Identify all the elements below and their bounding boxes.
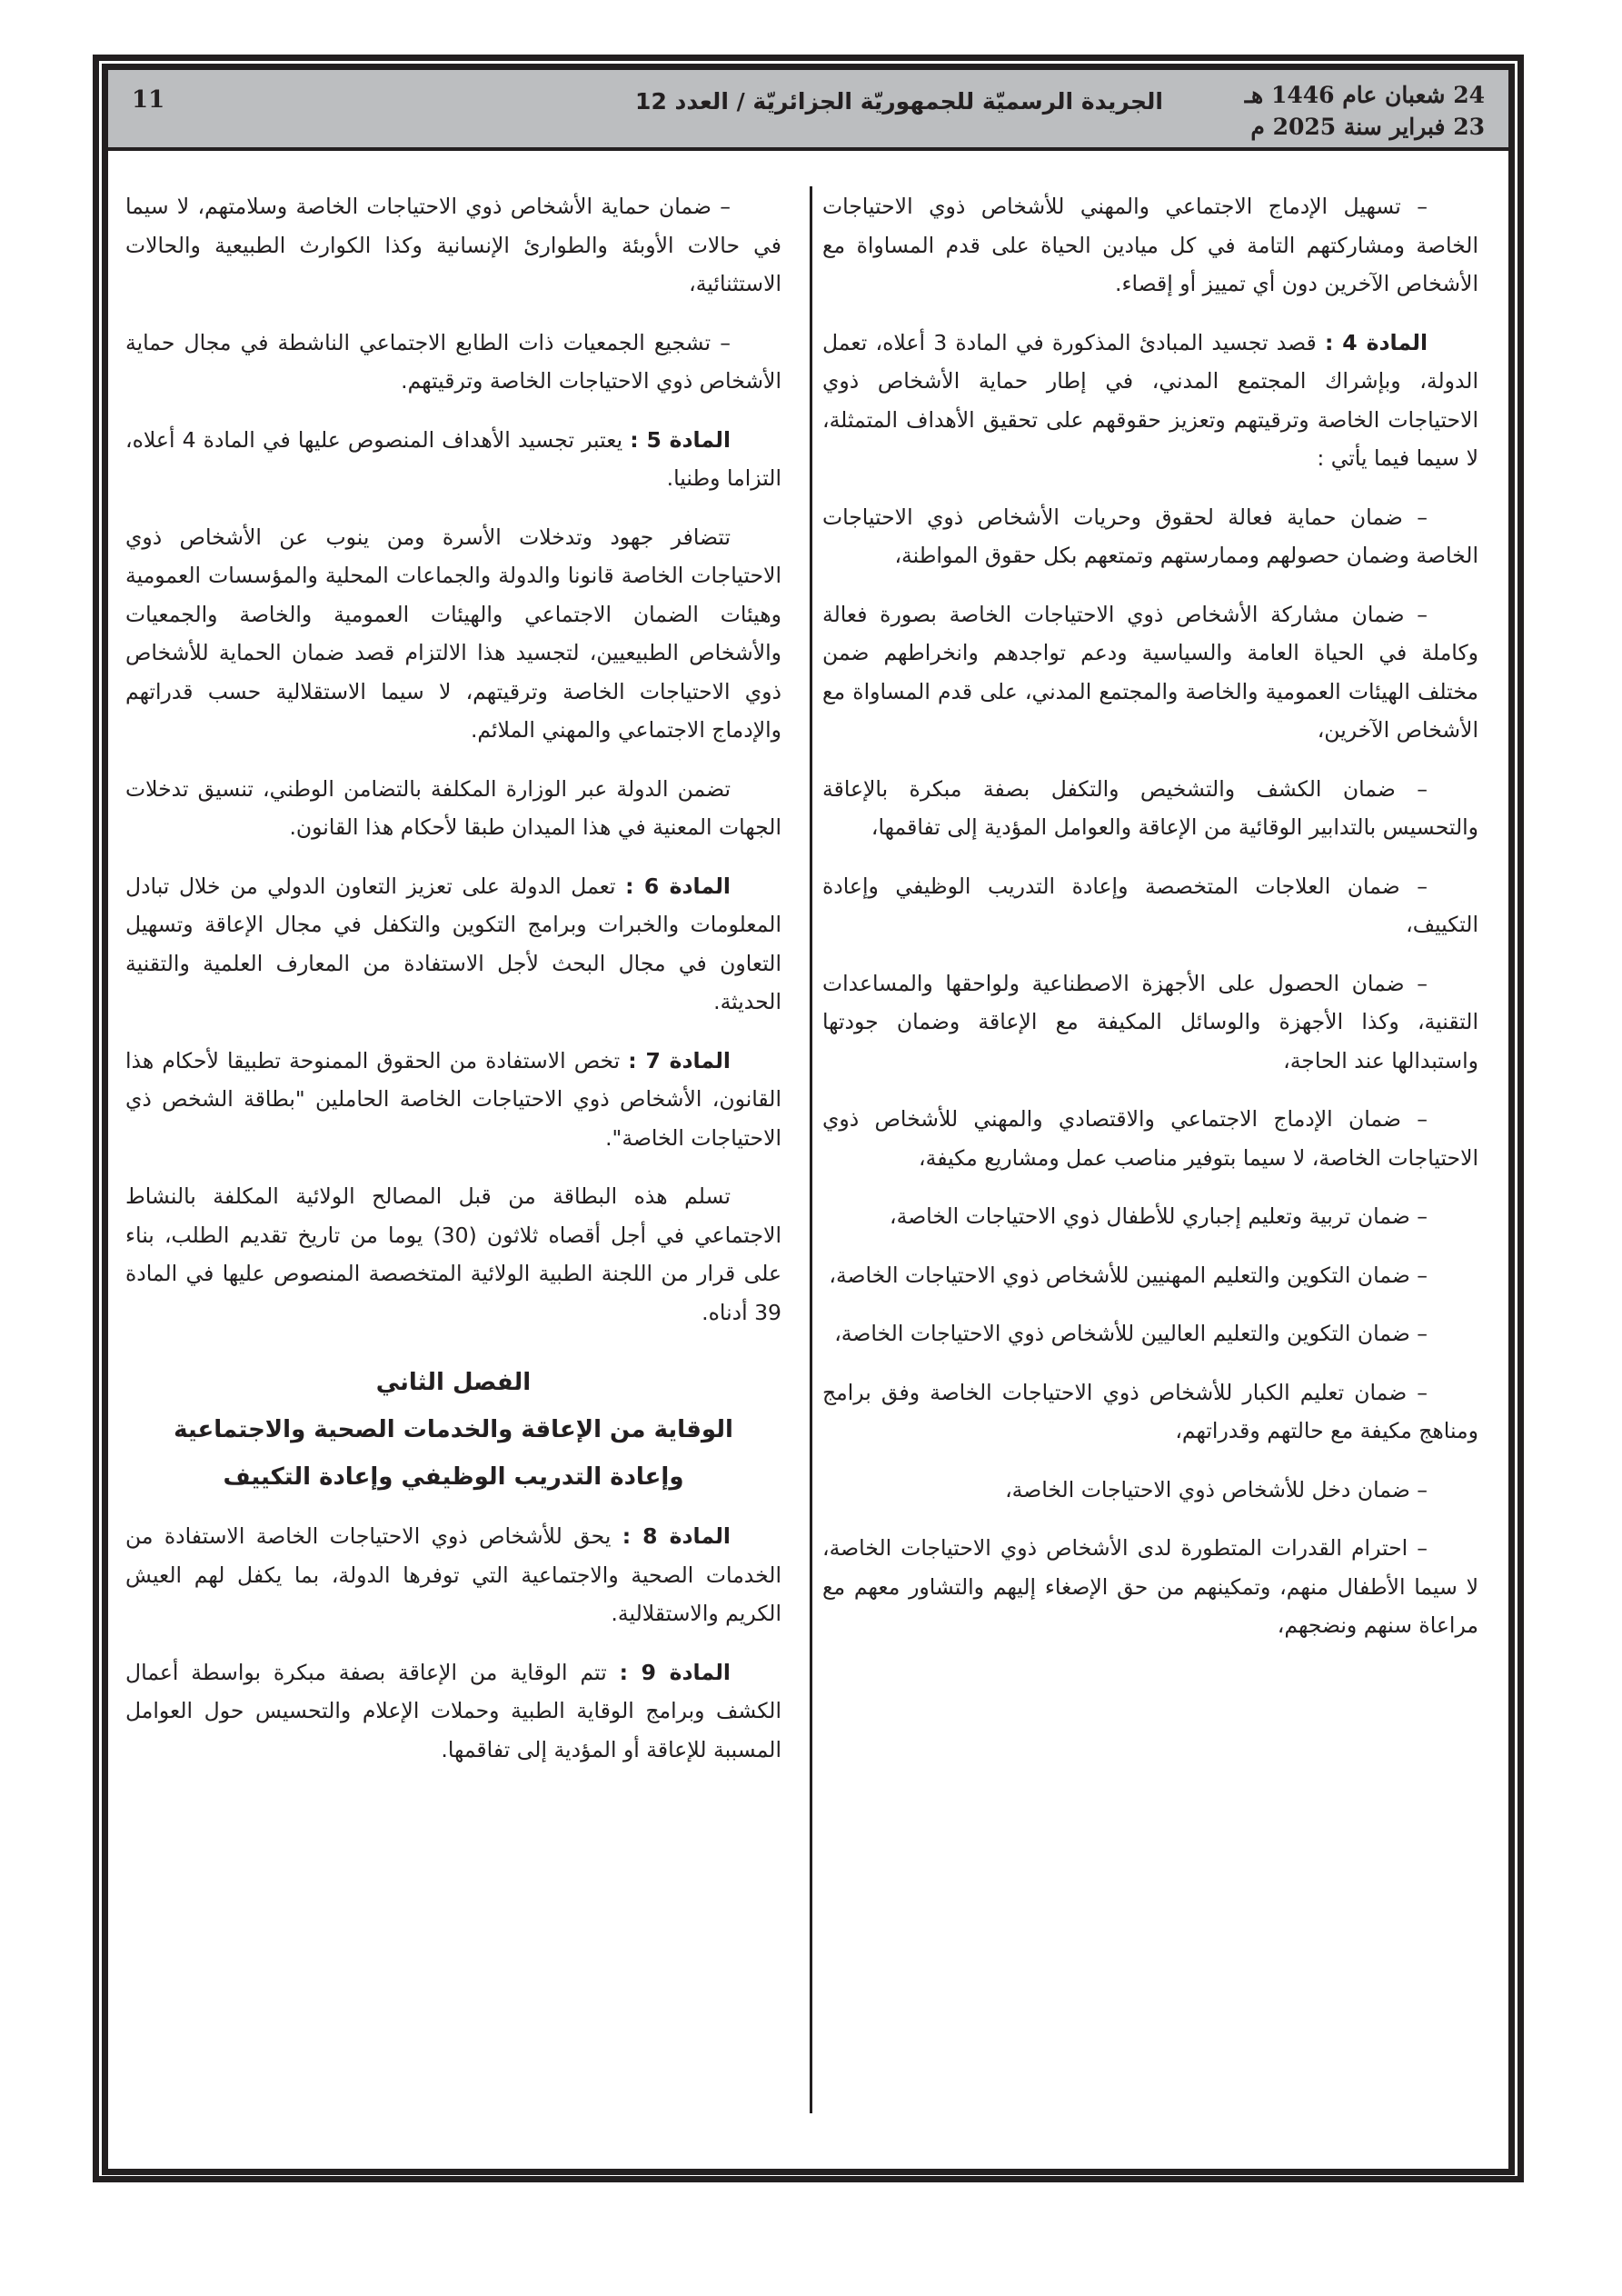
list-item: – ضمان تعليم الكبار للأشخاص ذوي الاحتياجات الخاصة وفق برامج ومناهج مكيفة مع حالتهم وقدراتهم،: [822, 1379, 1478, 1443]
right-column: [822, 187, 1478, 1665]
article-label: المادة 8 :: [622, 1523, 731, 1549]
list-item: – ضمان التكوين والتعليم المهنيين للأشخاص ذوي الاحتياجات الخاصة،: [829, 1262, 1428, 1288]
article-paragraph: [125, 1042, 781, 1158]
article-text: تتم الوقاية من الإعاقة بصفة مبكرة بواسطة أعمال الكشف وبرامج الوقاية الطبية وحملات الإعلام والتحسيس حول العوامل المسببة للإعاقة أو المؤدية إلى تفاقمها.: [125, 1659, 781, 1762]
article-paragraph: [822, 324, 1478, 478]
article-text: تخص الاستفادة من الحقوق الممنوحة تطبيقا لأحكام هذا القانون، الأشخاص ذوي الاحتياجات الخاصة الحاملين "بطاقة الشخص ذي الاحتياجات الخاصة".: [125, 1047, 781, 1151]
article-label: المادة 4 :: [1324, 329, 1428, 355]
date-gregorian: 23 فبراير سنة 2025 م: [1250, 114, 1485, 140]
article-text: قصد تجسيد المبادئ المذكورة في المادة 3 أعلاه، تعمل الدولة، وبإشراك المجتمع المدني، في إطار حماية الأشخاص ذوي الاحتياجات الخاصة وترقيتهم وتعزيز حقوقهم على تحقيق الأهداف المتمثلة، لا سيما فيما يأتي :: [822, 329, 1478, 471]
gazette-title: الجريدة الرسميّة للجمهوريّة الجزائريّة / العدد 12: [635, 88, 1163, 115]
body-paragraph: تضمن الدولة عبر الوزارة المكلفة بالتضامن الوطني، تنسيق تدخلات الجهات المعنية في هذا الميدان طبقا لأحكام هذا القانون.: [125, 775, 781, 840]
article-label: المادة 9 :: [619, 1659, 731, 1685]
chapter-heading: [125, 1359, 781, 1501]
chapter-number: الفصل الثاني: [375, 1369, 532, 1396]
list-item: – ضمان تربية وتعليم إجباري للأطفال ذوي الاحتياجات الخاصة،: [890, 1203, 1428, 1229]
page-number: 11: [132, 86, 165, 114]
list-item: – ضمان مشاركة الأشخاص ذوي الاحتياجات الخاصة بصورة فعالة وكاملة في الحياة العامة والسياسية ودعم تواجدهم وانخراطهم ضمن مختلف الهيئات العمومية والخاصة والمجتمع المدني، على قدم المساواة مع الأشخاص الآخرين،: [822, 601, 1478, 743]
list-item: – احترام القدرات المتطورة لدى الأشخاص ذوي الاحتياجات الخاصة، لا سيما الأطفال منهم، وتمكينهم من حق الإصغاء إليهم والتشاور معهم مع مراعاة سنهم ونضجهم،: [822, 1535, 1478, 1638]
article-text: يحق للأشخاص ذوي الاحتياجات الخاصة الاستفادة من الخدمات الصحية والاجتماعية التي توفرها الدولة، بما يكفل لهم العيش الكريم والاستقلالية.: [125, 1523, 781, 1626]
list-item: – ضمان حماية الأشخاص ذوي الاحتياجات الخاصة وسلامتهم، لا سيما في حالات الأوبئة والطوارئ الإنسانية وكذا الكوارث الطبيعية والحالات الاستثنائية،: [125, 194, 781, 296]
list-item: – ضمان الكشف والتشخيص والتكفل بصفة مبكرة بالإعاقة والتحسيس بالتدابير الوقائية من الإعاقة والعوامل المؤدية إلى تفاقمها،: [822, 775, 1478, 840]
chapter-title-line: وإعادة التدريب الوظيفي وإعادة التكييف: [223, 1463, 684, 1491]
list-item: – تسهيل الإدماج الاجتماعي والمهني للأشخاص ذوي الاحتياجات الخاصة ومشاركتهم التامة في كل ميادين الحياة على قدم المساواة مع الأشخاص الآخرين دون أي تمييز أو إقصاء.: [822, 194, 1478, 296]
article-text: تعمل الدولة على تعزيز التعاون الدولي من خلال تبادل المعلومات والخبرات وبرامج التكوين والتكفل في مجال الإعاقة وتسهيل التعاون في مجال البحث لأجل الاستفادة من المعارف العلمية والتقنية الحديثة.: [125, 873, 781, 1014]
chapter-title-line: الوقاية من الإعاقة والخدمات الصحية والاجتماعية: [174, 1416, 733, 1443]
list-item: – ضمان العلاجات المتخصصة وإعادة التدريب الوظيفي وإعادة التكييف،: [822, 873, 1478, 937]
article-text: يعتبر تجسيد الأهداف المنصوص عليها في المادة 4 أعلاه، التزاما وطنيا.: [125, 426, 781, 491]
article-paragraph: [125, 1517, 781, 1633]
list-item: – ضمان دخل للأشخاص ذوي الاحتياجات الخاصة،: [1005, 1476, 1428, 1502]
list-item: – ضمان التكوين والتعليم العاليين للأشخاص ذوي الاحتياجات الخاصة،: [834, 1321, 1428, 1346]
left-column: [125, 187, 781, 1789]
list-item: – ضمان حماية فعالة لحقوق وحريات الأشخاص ذوي الاحتياجات الخاصة وضمان حصولهم وممارستهم وتمتعهم بكل حقوق المواطنة،: [822, 504, 1478, 568]
date-hijri: 24 شعبان عام 1446 هـ: [1244, 82, 1485, 108]
article-label: المادة 7 :: [628, 1047, 731, 1073]
article-paragraph: [125, 1653, 781, 1770]
body-paragraph: تتضافر جهود وتدخلات الأسرة ومن ينوب عن الأشخاص ذوي الاحتياجات الخاصة قانونا والدولة والجماعات المحلية والمؤسسات العمومية وهيئات الضمان الاجتماعي والهيئات العمومية والخاصة والجمعيات والأشخاص الطبيعيين، لتجسيد هذا الالتزام قصد ضمان الحماية للأشخاص ذوي الاحتياجات الخاصة وترقيتهم، لا سيما الاستقلالية حسب قدراتهم والإدماج الاجتماعي والمهني الملائم.: [125, 524, 781, 743]
body-paragraph: تسلم هذه البطاقة من قبل المصالح الولائية المكلفة بالنشاط الاجتماعي في أجل أقصاه ثلاثون (30) يوما من تاريخ تقديم الطلب، بناء على قرار من اللجنة الطبية الولائية المتخصصة المنصوص عليها في المادة 39 أدناه.: [125, 1183, 781, 1325]
list-item: – ضمان الحصول على الأجهزة الاصطناعية ولواحقها والمساعدات التقنية، وكذا الأجهزة والوسائل المكيفة مع الإعاقة وضمان جودتها واستبدالها عند الحاجة،: [822, 970, 1478, 1073]
article-paragraph: [125, 421, 781, 498]
column-divider: [810, 186, 812, 2113]
list-item: – تشجيع الجمعيات ذات الطابع الاجتماعي الناشطة في مجال حماية الأشخاص ذوي الاحتياجات الخاصة وترقيتهم.: [125, 329, 781, 394]
article-label: المادة 5 :: [630, 426, 731, 453]
article-paragraph: [125, 867, 781, 1022]
page-header: [108, 70, 1508, 151]
list-item: – ضمان الإدماج الاجتماعي والاقتصادي والمهني للأشخاص ذوي الاحتياجات الخاصة، لا سيما بتوفير مناصب عمل ومشاريع مكيفة،: [822, 1106, 1478, 1171]
article-label: المادة 6 :: [625, 873, 731, 899]
